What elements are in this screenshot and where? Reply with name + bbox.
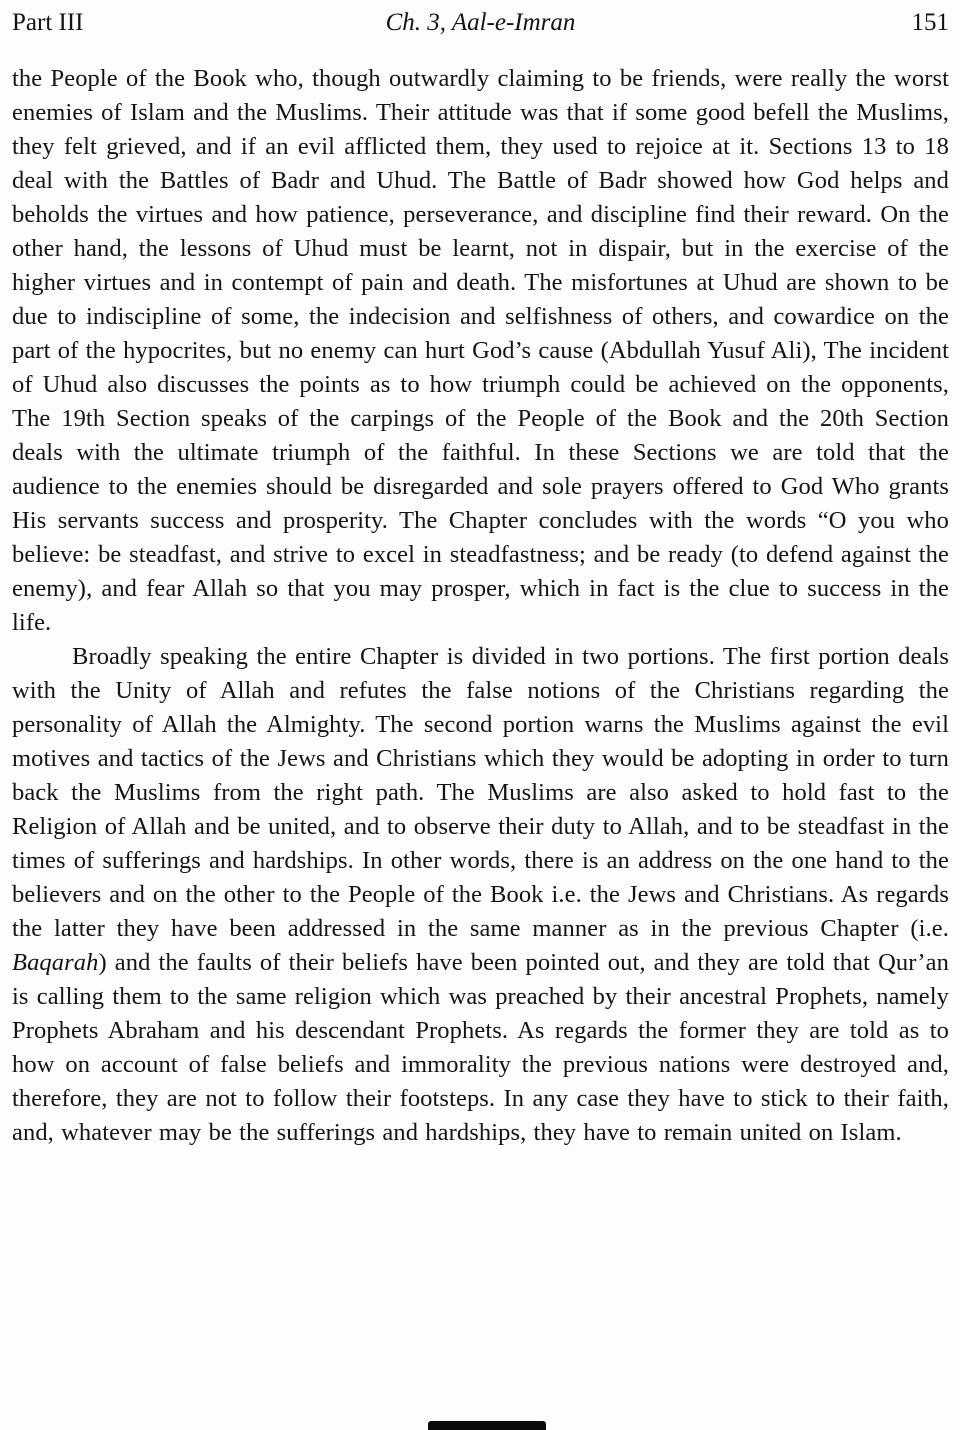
paragraph-2-italic-term: Baqarah [12,949,99,976]
paragraph-2 [12,640,949,1150]
paragraph-1-text: the People of the Book who, though outwardly claiming to be friends, were really the worst enemies of Islam and the Muslims. Their attitude was that if some good befell the Muslims, they felt grieved, and if an evil afflicted them, they used to rejoice at it. Sections 13 to 18 deal with the Battles of Badr and Uhud. The Battle of Badr showed how God helps and beholds the virtues and how patience, perseverance, and discipline find their reward. On the other hand, the lessons of Uhud must be learnt, not in dispair, but in the exercise of the higher virtues and in contempt of pain and death. The misfortunes at Uhud are shown to be due to indiscipline of some, the indecision and selfishness of others, and cowardice on the part of the hypocrites, but no enemy can hurt God’s cause (Abdullah Yusuf Ali), The incident of Uhud also discusses the points as to how triumph could be achieved on the opponents, The 19th Section speaks of the carpings of the People of the Book and the 20th Section deals with the ultimate triumph of the faithful. In these Sections we are told that the audience to the enemies should be disregarded and sole prayers offered to God Who grants His servants success and prosperity. The Chapter concludes with the words “O you who believe: be steadfast, and strive to excel in steadfastness; and be ready (to defend against the enemy), and fear Allah so that you may prosper, which in fact is the clue to success in the life. [12,65,949,636]
part-label: Part III [12,9,84,36]
paragraph-2-text-b: ) and the faults of their beliefs have been pointed out, and they are told that Qur’an is calling them to the same religion which was preached by their ancestral Prophets, namely Prophets Abraham and his descendant Prophets. As regards the former they are told as to how on account of false beliefs and immorality the previous nations were destroyed and, therefore, they are not to follow their footsteps. In any case they have to stick to their faith, and, whatever may be the sufferings and hardships, they have to remain united on Islam. [12,949,949,1146]
page-number: 151 [911,9,949,36]
paragraph-2-text-a: Broadly speaking the entire Chapter is divided in two portions. The first portion deals with the Unity of Allah and refutes the false notions of the Christians regarding the personality of Allah the Almighty. The second portion warns the Muslims against the evil motives and tactics of the Jews and Christians which they would be adopting in order to turn back the Muslims from the right path. The Muslims are also asked to hold fast to the Religion of Allah and be united, and to observe their duty to Allah, and to be steadfast in the times of sufferings and hardships. In other words, there is an address on the one hand to the believers and on the other to the People of the Book i.e. the Jews and Christians. As regards the latter they have been addressed in the same manner as in the previous Chapter (i.e. [12,643,949,942]
page-body [12,62,949,1150]
paragraph-1 [12,62,949,640]
scan-artifact [428,1421,546,1430]
page-header [12,8,949,38]
chapter-title: Ch. 3, Aal-e-Imran [385,9,576,36]
